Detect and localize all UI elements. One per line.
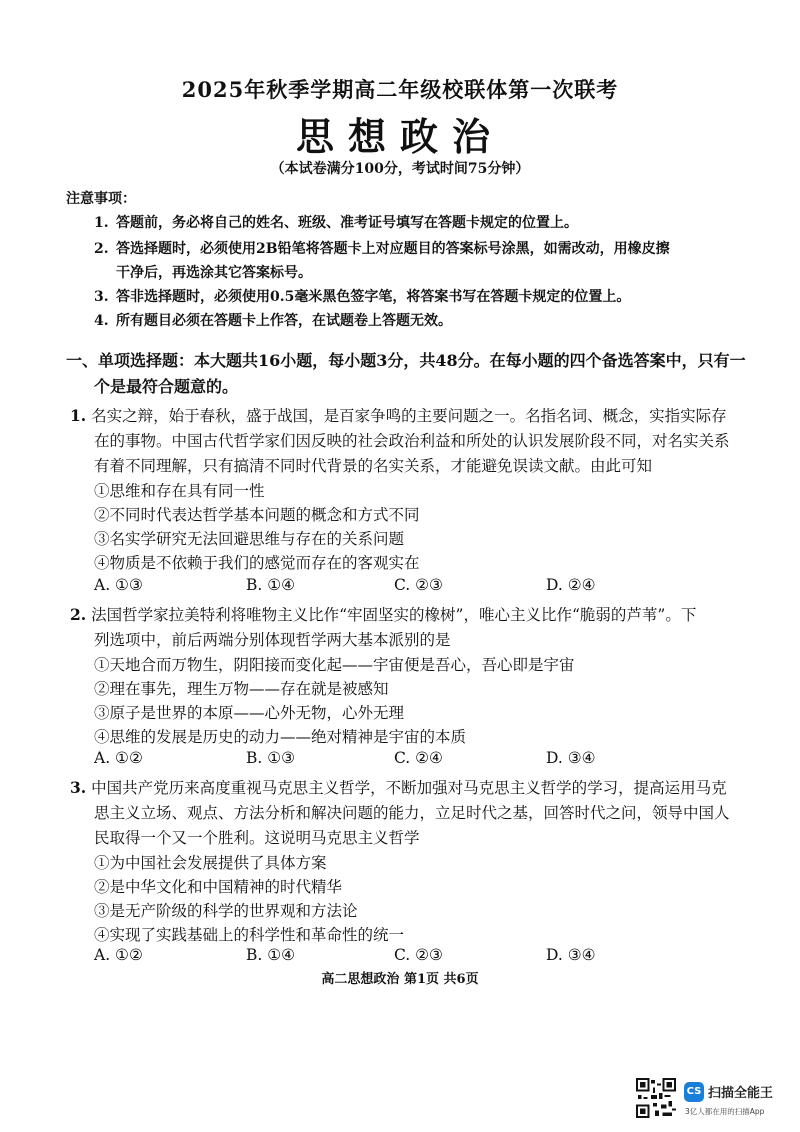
section-heading-cont: 个是最符合题意的。: [94, 377, 239, 396]
question-2-statement-2: ②理在事先，理生万物——存在就是被感知: [94, 680, 389, 698]
question-1-option-d: D. ②④: [546, 576, 596, 594]
question-1-option-c: C. ②③: [394, 576, 443, 594]
subject-title: 思想政治: [295, 114, 504, 159]
question-3-option-c: C. ②③: [394, 946, 443, 964]
question-1-statement-3: ③名实学研究无法回避思维与存在的关系问题: [94, 530, 405, 548]
exam-info: （本试卷满分100分，考试时间75分钟）: [270, 161, 530, 177]
question-1-stem-line-1: 1. 名实之辩，始于春秋，盛于战国，是百家争鸣的主要问题之一。名指名词、概念，实指实际存: [70, 406, 727, 425]
question-2-statement-4: ④思维的发展是历史的动力——绝对精神是宇宙的本质: [94, 728, 467, 746]
note-item-4: 4. 所有题目必须在答题卡上作答，在试题卷上答题无效。: [94, 313, 452, 329]
note-item-2: 2. 答选择题时，必须使用2B铅笔将答题卡上对应题目的答案标号涂黑，如需改动，用橡皮擦: [94, 241, 670, 257]
section-heading: 一、单项选择题：本大题共16小题，每小题3分，共48分。在每小题的四个备选答案中，只有一: [66, 351, 746, 370]
question-3-statement-3: ③是无产阶级的科学的世界观和方法论: [94, 902, 358, 920]
scanner-brand-name: 扫描全能王: [708, 1086, 774, 1101]
question-1-stem-line-2: 在的事物。中国古代哲学家们因反映的社会政治利益和所处的认识发展阶段不同，对名实关系: [94, 432, 730, 450]
question-3-statement-4: ④实现了实践基础上的科学性和革命性的统一: [94, 926, 405, 944]
question-1-statement-2: ②不同时代表达哲学基本问题的概念和方式不同: [94, 506, 420, 524]
question-3-stem-line-1: 3. 中国共产党历来高度重视马克思主义哲学，不断加强对马克思主义哲学的学习，提高运用马克: [70, 778, 727, 797]
question-3-stem-line-3: 民取得一个又一个胜利。这说明马克思主义哲学: [94, 829, 420, 847]
question-2-option-d: D. ③④: [546, 749, 596, 767]
page-footer: 高二思想政治 第1页 共6页: [321, 972, 479, 987]
exam-title: 2025年秋季学期高二年级校联体第一次联考: [181, 77, 619, 102]
note-item-3: 3. 答非选择题时，必须使用0.5毫米黑色签字笔，将答案书写在答题卡规定的位置上。: [94, 289, 631, 305]
question-1-number: 1.: [70, 406, 87, 425]
question-1-statement-4: ④物质是不依赖于我们的感觉而存在的客观实在: [94, 554, 420, 572]
note-item-2-cont: 干净后，再选涂其它答案标号。: [116, 265, 312, 281]
question-2-stem-line-2: 列选项中，前后两端分别体现哲学两大基本派别的是: [94, 631, 451, 649]
question-3-option-d: D. ③④: [546, 946, 596, 964]
scanner-watermark: [636, 1076, 786, 1122]
scanner-tagline: 3亿人都在用的扫描App: [685, 1107, 765, 1116]
question-1-statement-1: ①思维和存在具有同一性: [94, 482, 265, 500]
camscanner-logo-icon: CS: [684, 1082, 704, 1102]
question-3-option-b: B. ①④: [246, 946, 296, 964]
question-3-statement-2: ②是中华文化和中国精神的时代精华: [94, 878, 343, 896]
question-2-number: 2.: [70, 605, 87, 624]
question-1-stem-line-3: 有着不同理解，只有搞清不同时代背景的名实关系，才能避免误读文献。由此可知: [94, 457, 653, 475]
question-2-option-b: B. ①③: [246, 749, 296, 767]
question-2-option-a: A. ①②: [94, 749, 143, 767]
question-2-option-c: C. ②④: [394, 749, 443, 767]
question-2-stem-line-1: 2. 法国哲学家拉美特利将唯物主义比作“牢固坚实的橡树”，唯心主义比作“脆弱的芦苇”。下: [70, 605, 697, 624]
notes-heading: 注意事项：: [66, 191, 136, 207]
note-item-1: 1. 答题前，务必将自己的姓名、班级、准考证号填写在答题卡规定的位置上。: [94, 215, 578, 231]
question-3-stem-line-2: 思主义立场、观点、方法分析和解决问题的能力，立足时代之基，回答时代之问，领导中国人: [94, 804, 730, 822]
question-3-number: 3.: [70, 778, 87, 797]
question-3-statement-1: ①为中国社会发展提供了具体方案: [94, 854, 327, 872]
question-1-option-b: B. ①④: [246, 576, 296, 594]
qr-code-icon: [636, 1078, 676, 1118]
question-3-option-a: A. ①②: [94, 946, 143, 964]
question-2-statement-1: ①天地合而万物生，阴阳接而变化起——宇宙便是吾心，吾心即是宇宙: [94, 656, 575, 674]
question-2-statement-3: ③原子是世界的本原——心外无物，心外无理: [94, 704, 405, 722]
question-1-option-a: A. ①③: [94, 576, 143, 594]
